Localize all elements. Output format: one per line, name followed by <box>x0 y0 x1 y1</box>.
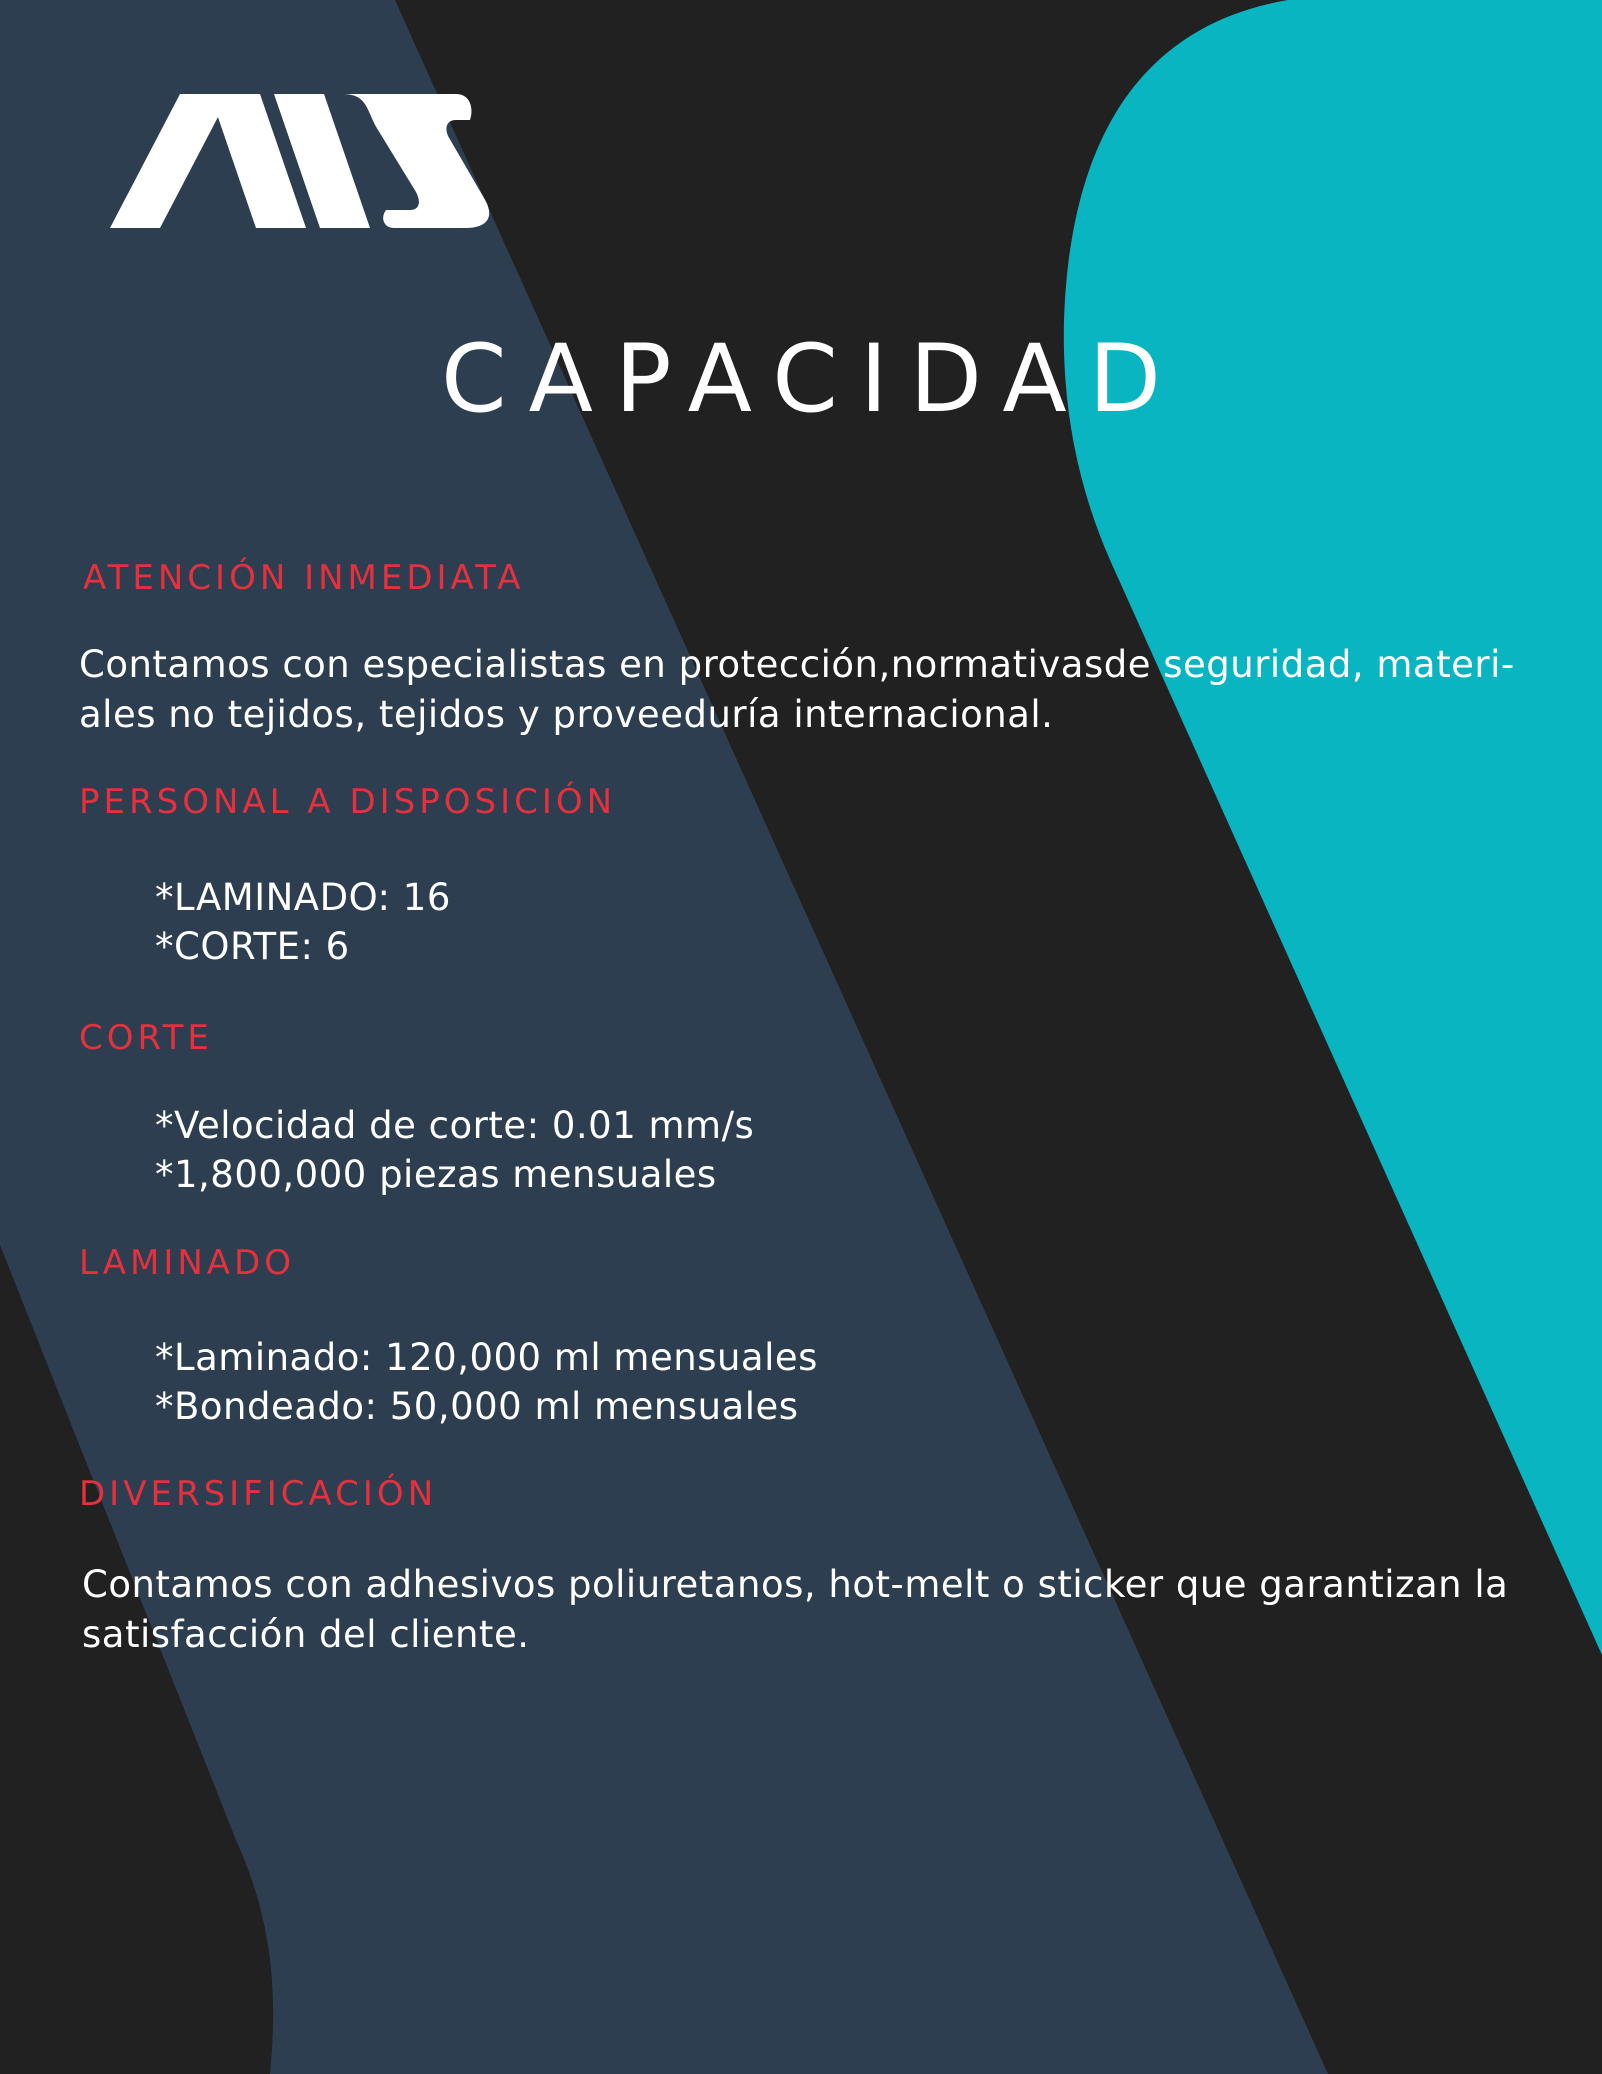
section-heading: CORTE <box>79 1018 213 1058</box>
list-item: *CORTE: 6 <box>155 925 350 968</box>
section-heading: LAMINADO <box>79 1243 295 1283</box>
list-item: *Laminado: 120,000 ml mensuales <box>155 1336 818 1379</box>
section-heading: PERSONAL A DISPOSICIÓN <box>79 782 617 822</box>
list-item: *Bondeado: 50,000 ml mensuales <box>155 1385 799 1428</box>
section-paragraph: Contamos con especialistas en protección,normativasde seguridad, materi-ales no tejidos, tejidos y proveeduría internacional. <box>79 643 1515 736</box>
list-item: *1,800,000 piezas mensuales <box>155 1153 717 1196</box>
list-item: *LAMINADO: 16 <box>155 876 451 919</box>
section-heading: ATENCIÓN INMEDIATA <box>83 558 525 598</box>
page-title: CAPACIDAD <box>440 325 1184 434</box>
list-item: *Velocidad de corte: 0.01 mm/s <box>155 1104 755 1147</box>
section-heading: DIVERSIFICACIÓN <box>79 1474 438 1514</box>
section-paragraph: Contamos con adhesivos poliuretanos, hot-melt o sticker que garantizan la satisfacción del cliente. <box>82 1563 1509 1656</box>
